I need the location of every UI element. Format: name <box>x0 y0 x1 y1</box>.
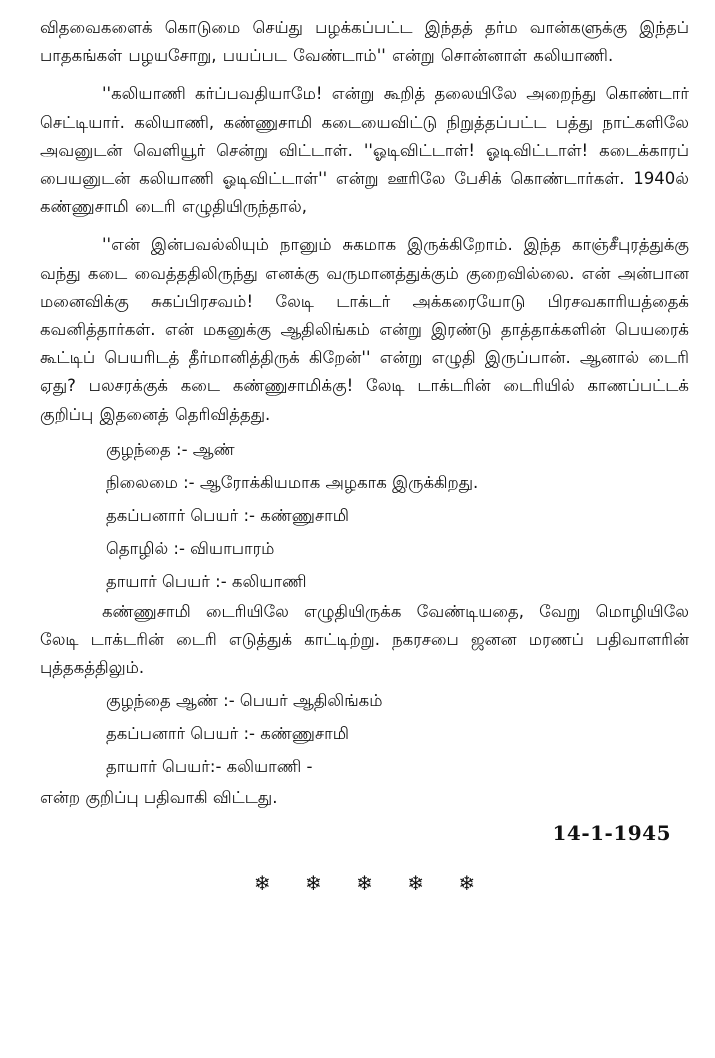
diary-field-occupation: தொழில் :- வியாபாரம் <box>106 538 275 558</box>
diary-field-condition: நிலைமை :- ஆரோக்கியமாக அழகாக இருக்கிறது. <box>106 472 479 492</box>
story-date: 14-1-1945 <box>552 821 671 846</box>
asterism-icon: ❄ <box>458 871 490 896</box>
paragraph-imagined-diary: ''என் இன்பவல்லியும் நானும் சுகமாக இருக்கிறோம். இந்த காஞ்சீபுரத்துக்கு வந்து கடை வைத்ததிலிருந்து எனக்கு வருமானத்துக்கும் குறைவில்லை. என் அன்பான மனைவிக்கு சுகப்பிரசவம்! லேடி டாக்டர் அக்கரையோடு பிரசவகாரியத்தைக் கவனித்தார்கள். என் மகனுக்கு ஆதிலிங்கம் என்று இரண்டு தாத்தாக்களின் பெயரைக் கூட்டிப் பெயரிடத் தீர்மானித்திருக் கிறேன்'' என்று எழுதி இருப்பான். ஆனால் டைரி ஏது? பலசரக்குக் கடை கண்ணுசாமிக்கு! லேடி டாக்டரின் டைரியில் காணப்பட்டக் குறிப்பு இதனைத் தெரிவித்தது. <box>40 235 689 424</box>
paragraph-elopement: ''கலியாணி கர்ப்பவதியாமே! என்று கூறித் தலையிலே அறைந்து கொண்டார் செட்டியார். கலியாணி, கண்ணுசாமி கடையைவிட்டு நிறுத்தப்பட்ட பத்து நாட்களிலே அவனுடன் வெளியூர் சென்று விட்டாள். ''ஓடிவிட்டாள்! ஓடிவிட்டாள்! கடைக்காரப் பையனுடன் கலியாணி ஓடிவிட்டாள்'' என்று ஊரிலே பேசிக் கொண்டார்கள். 1940ல் கண்ணுசாமி டைரி எழுதியிருந்தால், <box>40 84 689 217</box>
register-field-mother: தாயார் பெயர்:- கலியாணி - <box>106 757 313 777</box>
section-ornament <box>40 871 689 895</box>
diary-field-child: குழந்தை :- ஆண் <box>106 439 235 459</box>
paragraph-dowry-reply: விதவைகளைக் கொடுமை செய்து பழக்கப்பட்ட இந்தத் தர்ம வான்களுக்கு இந்தப் பாதகங்கள் பழயசோறு, பயப்பட வேண்டாம்'' என்று சொன்னாள் கலியாணி. <box>40 18 689 66</box>
diary-field-list <box>106 433 689 598</box>
asterism-icon: ❄ <box>407 871 438 896</box>
register-field-list <box>106 684 689 783</box>
closing-line: என்ற குறிப்பு பதிவாகி விட்டது. <box>40 788 278 808</box>
diary-field-father: தகப்பனார் பெயர் :- கண்ணுசாமி <box>106 505 349 525</box>
register-field-child: குழந்தை ஆண் :- பெயர் ஆதிலிங்கம் <box>106 691 383 711</box>
paragraph-register: கண்ணுசாமி டைரியிலே எழுதியிருக்க வேண்டியதை, வேறு மொழியிலே லேடி டாக்டரின் டைரி எடுத்துக் காட்டிற்று. நகரசபை ஜனன மரணப் பதிவாளரின் புத்தகத்திலும். <box>40 601 689 678</box>
asterism-icon: ❄ <box>253 871 285 896</box>
asterism-icon: ❄ <box>356 871 387 896</box>
asterism-icon: ❄ <box>304 871 336 896</box>
register-field-father: தகப்பனார் பெயர் :- கண்ணுசாமி <box>106 724 349 744</box>
diary-field-mother: தாயார் பெயர் :- கலியாணி <box>106 571 307 591</box>
